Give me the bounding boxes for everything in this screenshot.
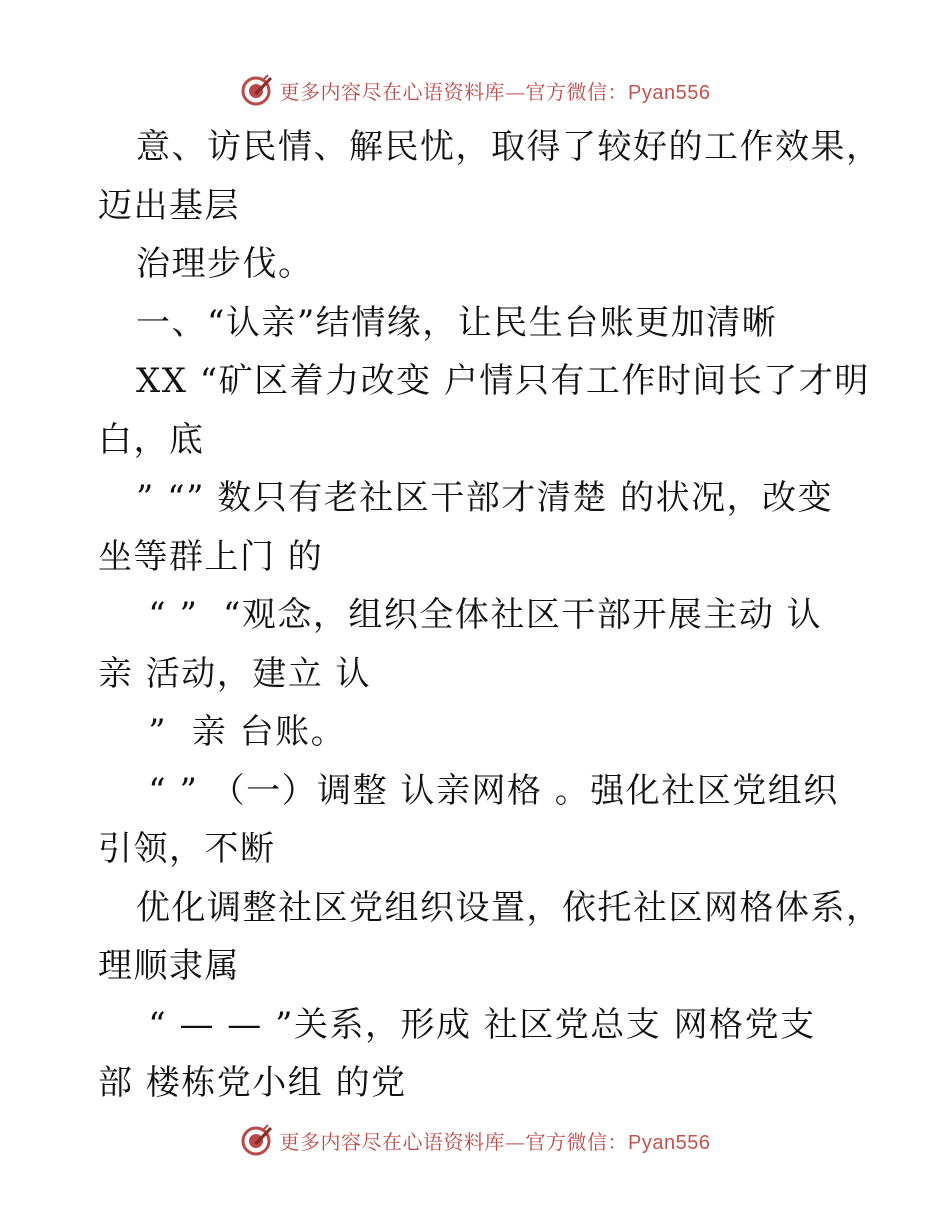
text-line: “ ” “观念，组织全体社区干部开展主动 认 — [136, 595, 823, 635]
quill-seal-icon — [240, 1123, 274, 1157]
text-line: 优化调整社区党组织设置，依托社区网格体系， — [136, 887, 882, 928]
text-line: “ ” （一）调整 认亲网格 。强化社区党组织 — [136, 770, 839, 811]
text-line: XX “矿区着力改变 户情只有工作时间长了才明 — [136, 361, 870, 401]
document-body — [98, 118, 882, 1113]
text-line: “ — — ”关系，形成 社区党总支 网格党支 — [136, 1004, 816, 1045]
watermark-text: 更多内容尽在心语资料库—官方微信：Pyan556 — [279, 79, 711, 104]
text-line: 白，底 — [98, 419, 205, 460]
footer-watermark-banner — [0, 1120, 950, 1160]
text-line: 意、访民情、解民忧，取得了较好的工作效果， — [136, 127, 882, 167]
text-line: 一、“认亲”结情缘，让民生台账更加清晰 — [136, 302, 778, 343]
text-line: ” 亲 台账。 — [136, 712, 347, 752]
text-line: 坐等群上门 的 — [98, 536, 324, 577]
watermark-text: 更多内容尽在心语资料库—官方微信：Pyan556 — [279, 1129, 711, 1154]
text-line: 引领，不断 — [98, 829, 276, 869]
quill-seal-icon — [240, 73, 274, 107]
text-line: 亲 活动，建立 认 — [98, 653, 372, 694]
text-line: 部 楼栋党小组 的党 — [98, 1063, 407, 1103]
text-line: 迈出基层 — [98, 185, 240, 226]
text-line: ” “” 数只有老社区干部才清楚 的状况，改变 — [136, 478, 834, 518]
text-line: 理顺隶属 — [98, 946, 240, 986]
text-line: 治理步伐。 — [136, 244, 314, 284]
header-watermark-banner — [0, 70, 950, 110]
